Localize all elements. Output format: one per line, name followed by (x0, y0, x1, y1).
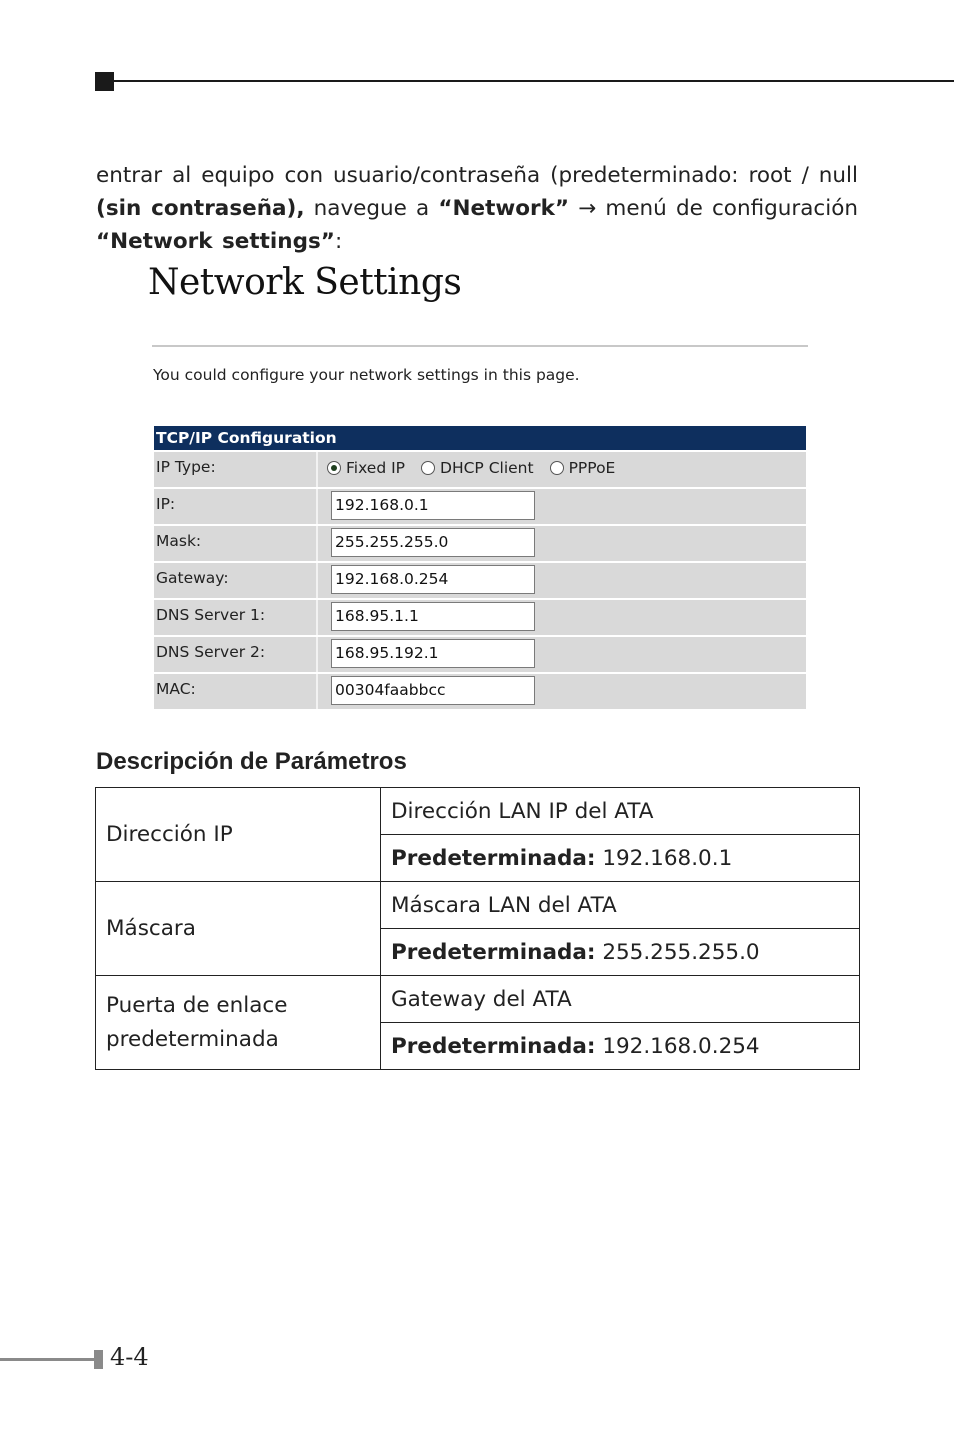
footer-marker (94, 1350, 103, 1369)
dns2-input[interactable]: 168.95.192.1 (331, 639, 535, 668)
intro-text-1: entrar al equipo con usuario/contraseña (predeterminado: root / null (96, 162, 858, 188)
tcpip-config-header: TCP/IP Configuration (154, 426, 806, 450)
default-label: Predeterminada: (391, 939, 596, 965)
page-number: 4-4 (110, 1343, 149, 1371)
radio-label: Fixed IP (346, 458, 406, 477)
dns1-row (154, 600, 806, 635)
radio-label: DHCP Client (440, 458, 534, 477)
ip-row (154, 489, 806, 524)
mac-row (154, 674, 806, 709)
ip-input[interactable]: 192.168.0.1 (331, 491, 535, 520)
param-desc: Máscara LAN del ATA (381, 882, 860, 929)
radio-unselected-icon[interactable] (421, 461, 435, 475)
mac-input[interactable]: 00304faabbcc (331, 676, 535, 705)
radio-pppoe[interactable] (550, 459, 616, 477)
table-row (96, 976, 860, 1023)
params-table (95, 787, 860, 1070)
radio-fixed-ip[interactable] (327, 459, 405, 477)
dns2-row (154, 637, 806, 672)
mask-label: Mask: (156, 532, 202, 550)
default-label: Predeterminada: (391, 845, 596, 871)
intro-text-2: navegue a (304, 195, 439, 221)
intro-text-3: menú de configuración (596, 195, 858, 221)
param-name: Puerta de enlace predeterminada (96, 976, 381, 1070)
ip-label: IP: (156, 495, 176, 513)
ip-type-radio-group (318, 452, 806, 483)
param-default (381, 929, 860, 976)
title-divider (152, 345, 808, 347)
param-name: Dirección IP (96, 788, 381, 882)
radio-dhcp-client[interactable] (421, 459, 534, 477)
radio-selected-icon[interactable] (327, 461, 341, 475)
default-label: Predeterminada: (391, 1033, 596, 1059)
dns2-label: DNS Server 2: (156, 643, 266, 661)
ip-type-row (154, 452, 806, 487)
gateway-row (154, 563, 806, 598)
gateway-label: Gateway: (156, 569, 229, 587)
param-name: Máscara (96, 882, 381, 976)
intro-bold-password: (sin contraseña), (96, 195, 305, 221)
default-value: 192.168.0.254 (602, 1033, 760, 1059)
intro-bold-network-settings: “Network settings” (96, 228, 335, 254)
footer-rule (0, 1358, 94, 1361)
dns1-label: DNS Server 1: (156, 606, 266, 624)
dns1-input[interactable]: 168.95.1.1 (331, 602, 535, 631)
header-rule (114, 80, 954, 82)
ip-type-label: IP Type: (156, 458, 216, 476)
gateway-input[interactable]: 192.168.0.254 (331, 565, 535, 594)
default-value: 192.168.0.1 (602, 845, 733, 871)
intro-paragraph (96, 159, 858, 258)
mask-row (154, 526, 806, 561)
param-default (381, 835, 860, 882)
intro-text-4: : (334, 228, 343, 254)
table-row (96, 882, 860, 929)
intro-bold-network: “Network” (438, 195, 570, 221)
params-title: Descripción de Parámetros (96, 748, 407, 775)
param-default (381, 1023, 860, 1070)
tcpip-config-panel (154, 426, 806, 709)
network-settings-title: Network Settings (148, 262, 462, 303)
network-settings-description: You could configure your network settings in this page. (153, 366, 580, 384)
radio-unselected-icon[interactable] (550, 461, 564, 475)
arrow-right-icon: → (578, 195, 597, 221)
param-desc: Dirección LAN IP del ATA (381, 788, 860, 835)
header-square (95, 72, 114, 91)
mask-input[interactable]: 255.255.255.0 (331, 528, 535, 557)
default-value: 255.255.255.0 (602, 939, 760, 965)
radio-label: PPPoE (568, 458, 616, 477)
param-desc: Gateway del ATA (381, 976, 860, 1023)
table-row (96, 788, 860, 835)
mac-label: MAC: (156, 680, 196, 698)
